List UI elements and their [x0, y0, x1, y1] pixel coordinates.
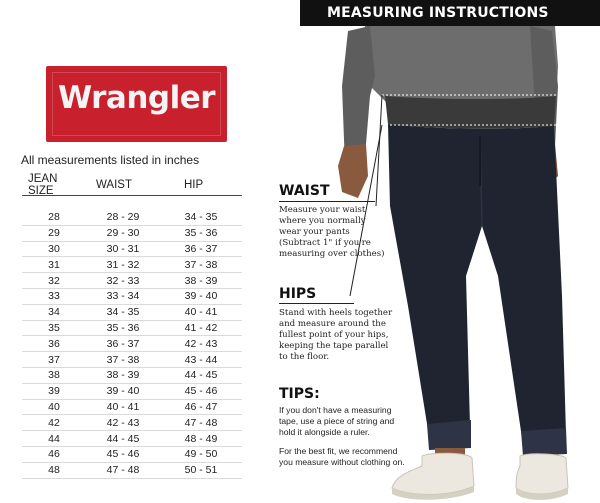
waist-line: wear your pants	[279, 227, 350, 237]
table-row	[22, 336, 242, 352]
hips-instructions	[279, 308, 392, 363]
waist-line: measuring over clothes)	[279, 249, 385, 259]
cell-jean-size: 48	[48, 464, 60, 477]
cell-hip: 39 - 40	[184, 290, 218, 303]
table-row	[22, 273, 242, 289]
hips-line: keeping the tape parallel	[279, 341, 389, 351]
table-row	[22, 447, 242, 463]
header-jean-size: JEAN SIZE	[28, 173, 58, 197]
waist-title: WAIST	[279, 183, 330, 199]
cell-waist: 34 - 35	[106, 306, 140, 319]
cell-jean-size: 44	[48, 432, 60, 445]
cell-hip: 47 - 48	[184, 416, 218, 429]
tips-line: For the best fit, we recommend	[279, 446, 398, 456]
table-row	[22, 305, 242, 321]
hips-line: fullest point of your hips,	[279, 330, 389, 340]
waist-line: where you normally	[279, 216, 366, 226]
cell-waist: 31 - 32	[106, 258, 140, 271]
hips-line: to the floor.	[279, 352, 330, 362]
hips-line: and measure around the	[279, 319, 386, 329]
table-row	[22, 289, 242, 305]
waist-rule	[279, 201, 375, 202]
table-row	[22, 415, 242, 431]
cell-jean-size: 38	[48, 369, 60, 382]
cell-waist: 40 - 41	[106, 400, 140, 413]
page-banner: MEASURING INSTRUCTIONS	[300, 0, 600, 26]
table-row	[22, 257, 242, 273]
cell-jean-size: 34	[48, 306, 60, 319]
cell-waist: 44 - 45	[106, 432, 140, 445]
tips-line: If you don't have a measuring	[279, 405, 392, 415]
cell-jean-size: 36	[48, 337, 60, 350]
cell-waist: 47 - 48	[106, 464, 140, 477]
cell-jean-size: 46	[48, 448, 60, 461]
cell-waist: 35 - 36	[106, 321, 140, 334]
cell-jean-size: 39	[48, 385, 60, 398]
cell-waist: 37 - 38	[106, 353, 140, 366]
table-row	[22, 431, 242, 447]
cell-hip: 45 - 46	[184, 385, 218, 398]
tips-line: tape, use a piece of string and	[279, 416, 395, 426]
table-row	[22, 384, 242, 400]
cell-hip: 41 - 42	[184, 321, 218, 334]
cell-hip: 42 - 43	[184, 337, 218, 350]
cell-jean-size: 32	[48, 274, 60, 287]
cell-hip: 34 - 35	[184, 211, 218, 224]
cell-waist: 30 - 31	[106, 242, 140, 255]
cell-jean-size: 33	[48, 290, 60, 303]
cell-hip: 48 - 49	[184, 432, 218, 445]
cell-hip: 35 - 36	[184, 227, 218, 240]
cell-hip: 46 - 47	[184, 400, 218, 413]
waist-instructions	[279, 205, 384, 260]
waist-line: Measure your waist	[279, 205, 366, 215]
hips-rule	[279, 303, 354, 304]
cell-waist: 28 - 29	[106, 211, 140, 224]
table-row	[22, 368, 242, 384]
header-waist: WAIST	[96, 179, 132, 191]
cell-hip: 40 - 41	[184, 306, 218, 319]
tips-paragraph-1	[279, 405, 394, 438]
cell-jean-size: 30	[48, 242, 60, 255]
cell-jean-size: 31	[48, 258, 60, 271]
cell-waist: 32 - 33	[106, 274, 140, 287]
table-body	[22, 210, 242, 479]
size-chart-table	[22, 175, 242, 479]
table-row	[22, 210, 242, 226]
table-row	[22, 352, 242, 368]
cell-jean-size: 37	[48, 353, 60, 366]
table-row	[22, 226, 242, 242]
cell-waist: 29 - 30	[106, 227, 140, 240]
table-row	[22, 463, 242, 479]
cell-jean-size: 35	[48, 321, 60, 334]
cell-hip: 36 - 37	[184, 242, 218, 255]
measurement-note: All measurements listed in inches	[21, 153, 200, 167]
cell-hip: 37 - 38	[184, 258, 218, 271]
header-hip: HIP	[184, 179, 204, 191]
cell-hip: 49 - 50	[184, 448, 218, 461]
logo-text: Wrangler	[57, 80, 216, 116]
cell-jean-size: 42	[48, 416, 60, 429]
cell-waist: 36 - 37	[106, 337, 140, 350]
cell-hip: 44 - 45	[184, 369, 218, 382]
cell-waist: 33 - 34	[106, 290, 140, 303]
table-row	[22, 400, 242, 416]
hips-title: HIPS	[279, 286, 317, 302]
tips-paragraph-2	[279, 446, 405, 468]
cell-waist: 42 - 43	[106, 416, 140, 429]
tips-line: hold it alongside a ruler.	[279, 427, 370, 437]
table-row	[22, 321, 242, 337]
cell-jean-size: 29	[48, 227, 60, 240]
hips-line: Stand with heels together	[279, 308, 393, 318]
table-header	[22, 175, 242, 195]
cell-hip: 38 - 39	[184, 274, 218, 287]
cell-jean-size: 40	[48, 400, 60, 413]
tips-line: you measure without clothing on.	[279, 457, 405, 467]
cell-hip: 43 - 44	[184, 353, 218, 366]
waist-line: (Subtract 1" if you're	[279, 238, 371, 248]
cell-jean-size: 28	[48, 211, 60, 224]
tips-title: TIPS:	[279, 386, 320, 402]
cell-hip: 50 - 51	[184, 464, 218, 477]
cell-waist: 38 - 39	[106, 369, 140, 382]
cell-waist: 39 - 40	[106, 385, 140, 398]
cell-waist: 45 - 46	[106, 448, 140, 461]
wrangler-logo	[46, 66, 227, 142]
table-row	[22, 242, 242, 258]
